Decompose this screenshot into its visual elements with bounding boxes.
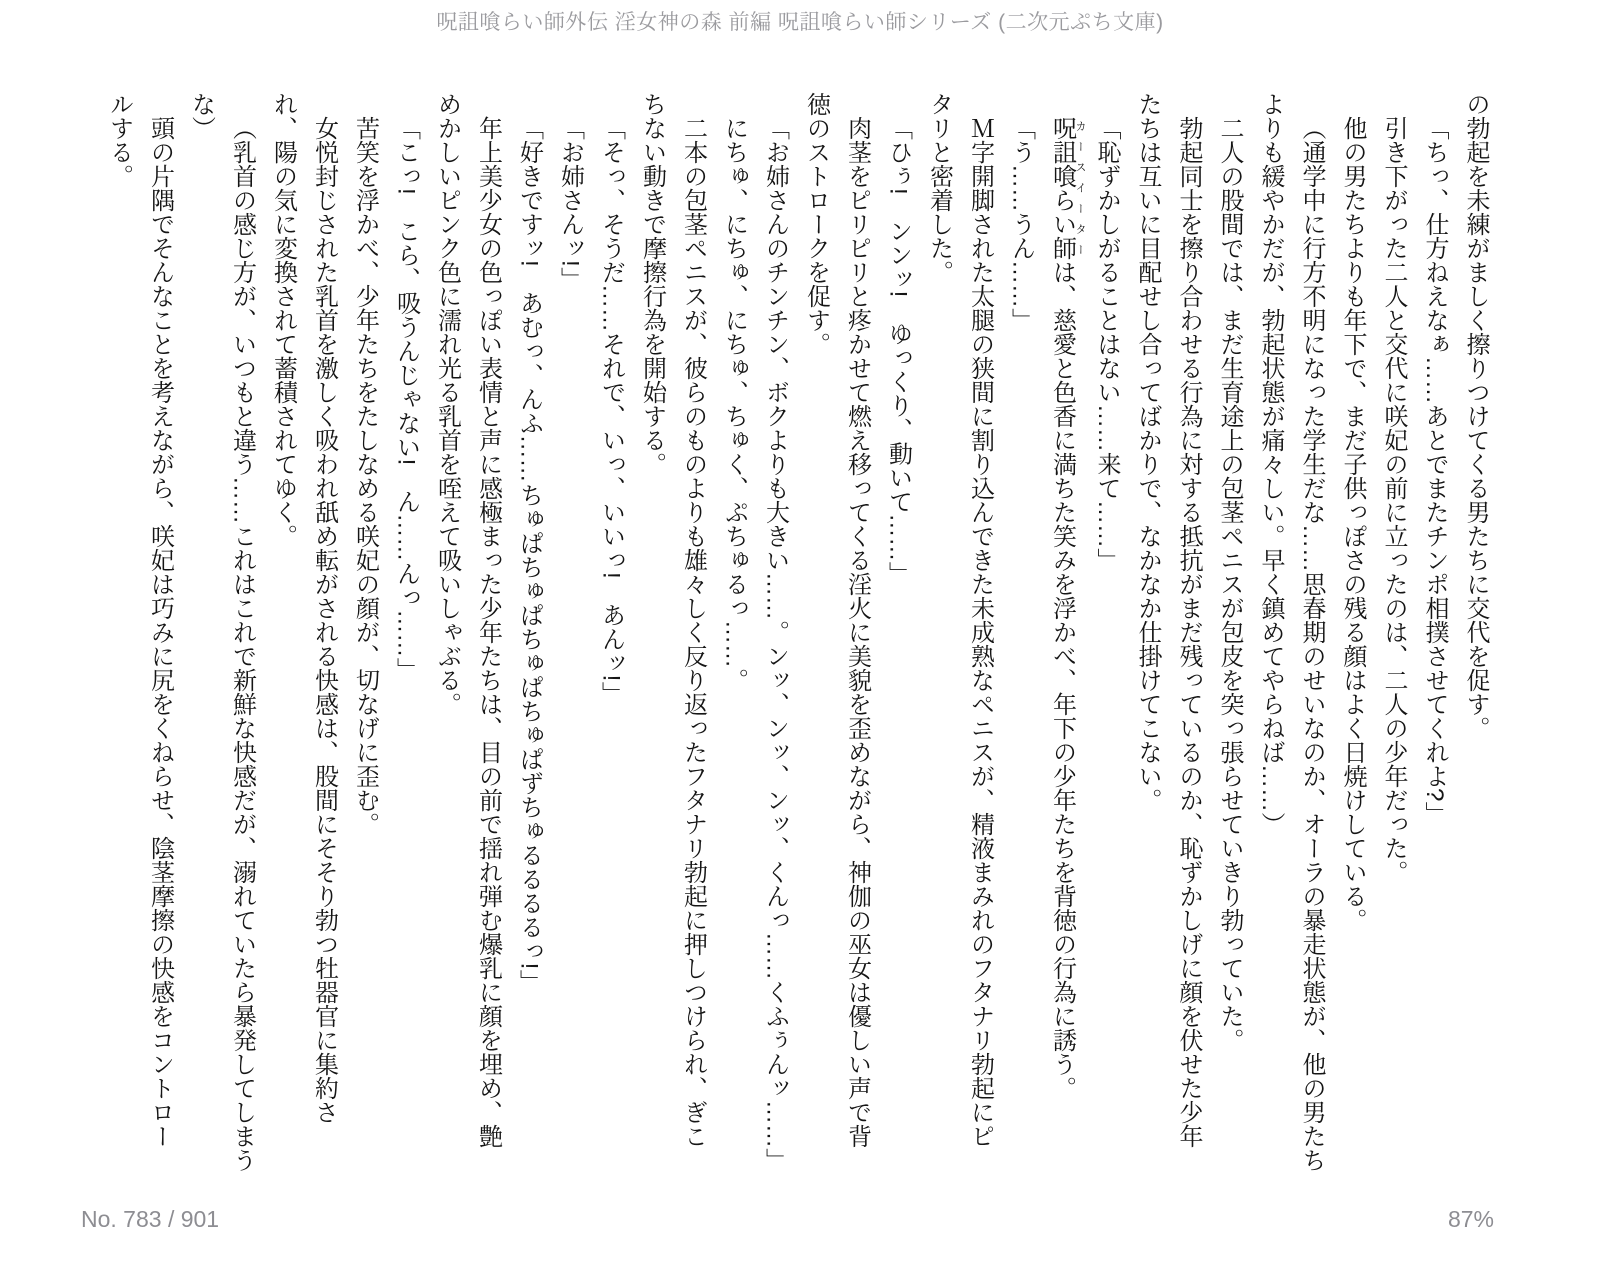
text-line: な） [187,92,215,140]
text-line: （通学中に行方不明になった学生だな……思春期のせいなのか、オーラの暴走状態が、他の男たち [1298,116,1325,1172]
text-line: 苦笑を浮かべ、少年たちをたしなめる咲妃の顔が、切なげに歪む。 [351,116,379,836]
text-line: Ｍ字開脚された太腿の狭間に割り込んできた未成熟なペニスが、精液まみれのフタナリ勃起にピ [966,116,994,1148]
text-line: 勃起同士を擦り合わせる行為に対する抵抗がまだ残っているのか、恥ずかしげに顔を伏せた少年 [1175,116,1202,1148]
text-line: ルする。 [105,92,133,188]
progress-percentage: 87% [1447,1206,1494,1232]
text-line: タリと密着した。 [925,92,953,284]
text-line: 「お姉さんのチンチン、ボクよりも大きい……。ンッ、ンッ、ンッ、くんっ……くふぅんッ……」 [761,116,789,1172]
text-line: 「ひぅ! ンンッ! ゆっくり、動いて……」 [884,116,912,586]
text-line: 「お姉さんッ!」 [556,116,584,291]
text-line: 女悦封じされた乳首を激しく吸われ舐め転がされる快感は、股間にそそり勃つ牡器官に集約さ [310,116,338,1124]
text-line: （乳首の感じ方が、いつもと違う……これはこれで新鮮な快感だが、溺れていたら暴発してしまう [228,116,256,1172]
text-line: にちゅ、にちゅ、にちゅ、ちゅく、ぷちゅるっ……。 [720,116,748,692]
ruby-annotation: 呪詛喰らい師カースイーター [1048,116,1086,260]
text-line: 年上美少女の色っぽい表情と声に感極まった少年たちは、目の前で揺れ弾む爆乳に顔を埋め、艶 [474,116,502,1148]
text-line: 頭の片隅でそんなことを考えながら、咲妃は巧みに尻をくねらせ、陰茎摩擦の快感をコントロー [146,116,174,1148]
text-line: 「好きですッ! あむっ、んふ……ちゅぱちゅぱちゅぱちゅぱずちゅるるるるっ!」 [515,116,543,994]
page-text[interactable] [99,92,1497,1212]
text-line: 「そっ、そうだ……それで、いっ、いいっ! あんッ!」 [597,116,625,706]
text-line: の勃起を未練がましく擦りつけてくる男たちに交代を促す。 [1462,92,1489,740]
text-line: れ、陽の気に変換されて蓄積されてゆく。 [269,92,297,548]
text-line: よりも緩やかだが、勃起状態が痛々しい。早く鎮めてやらねば……） [1257,92,1284,836]
text-line: 「う……うん……」 [1007,116,1035,332]
location-indicator: No. 783 / 901 [81,1206,220,1232]
text-line: たちは互いに目配せし合ってばかりで、なかなか仕掛けてこない。 [1134,92,1161,812]
text-line: ちない動きで摩擦行為を開始する。 [638,92,666,476]
text-line: 「こっ! こら、吸うんじゃない! ん……んっ……」 [392,116,420,682]
text-line: 肉茎をピリピリと疼かせて燃え移ってくる淫火に美貌を歪めながら、神伽の巫女は優しい声で背 [843,116,871,1148]
text-line: 他の男たちよりも年下で、まだ子供っぽさの残る顔はよく日焼けしている。 [1339,116,1366,932]
text-line: 二人の股間では、まだ生育途上の包茎ペニスが包皮を突っ張らせていきり勃っていた。 [1216,116,1243,1052]
text-line: 引き下がった二人と交代に咲妃の前に立ったのは、二人の少年だった。 [1380,116,1407,884]
text-line: めかしいピンク色に濡れ光る乳首を咥えて吸いしゃぶる。 [433,92,461,716]
text-line: 呪詛喰らい師カースイーターは、慈愛と色香に満ちた笑みを浮かべ、年下の少年たちを背徳の行為に誘う。 [1048,116,1086,1100]
text-line: 「ちっ、仕方ねえなぁ……あとでまたチンポ相撲させてくれよ?」 [1421,116,1448,826]
book-title-header: 呪詛喰らい師外伝 淫女神の森 前編 呪詛喰らい師シリーズ (二次元ぷち文庫) [436,11,1164,34]
text-line: 「恥ずかしがることはない……来て……」 [1093,116,1120,572]
text-line: 二本の包茎ペニスが、彼らのものよりも雄々しく反り返ったフタナリ勃起に押しつけられ、ぎこ [679,116,707,1148]
text-line: 徳のストロークを促す。 [802,92,830,356]
